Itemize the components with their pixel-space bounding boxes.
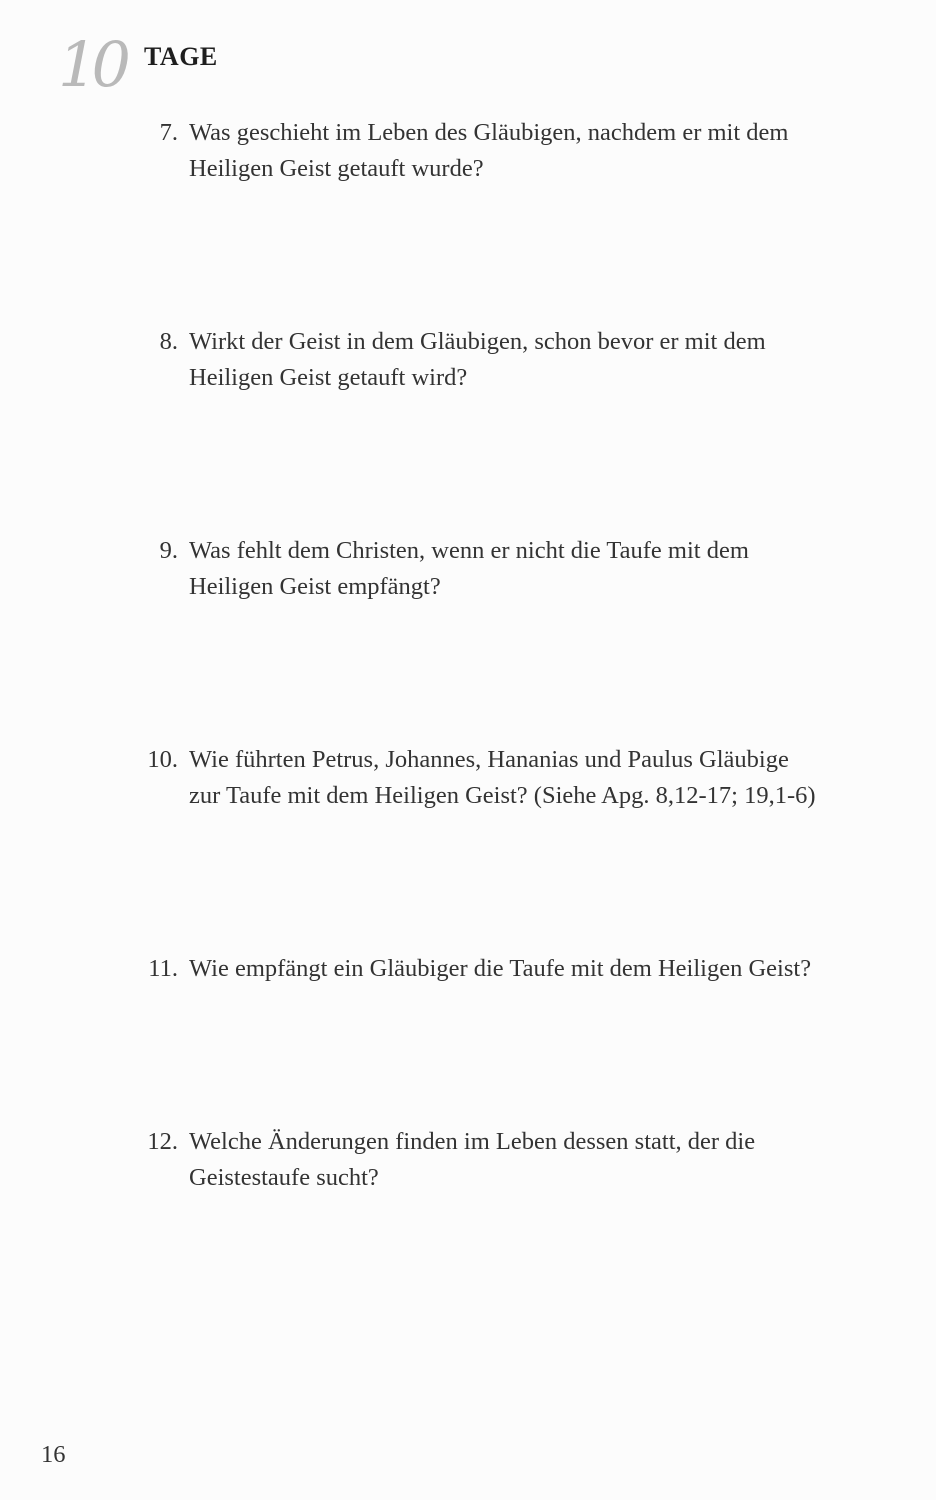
question-text xyxy=(189,742,889,814)
question-line: Welche Änderungen finden im Leben dessen statt, der die xyxy=(189,1128,756,1155)
question-text xyxy=(189,533,889,605)
question-number: 7. xyxy=(159,119,178,146)
question-text xyxy=(189,115,889,187)
question-line: Heiligen Geist getauft wird? xyxy=(189,364,468,391)
question-number: 8. xyxy=(159,328,178,355)
question-line: Wie empfängt ein Gläubiger die Taufe mit dem Heiligen Geist? xyxy=(189,955,812,982)
question-line: Wie führten Petrus, Johannes, Hananias und Paulus Gläubige xyxy=(189,746,789,773)
question-line: Heiligen Geist getauft wurde? xyxy=(189,155,484,182)
question-number: 11. xyxy=(148,955,178,982)
header-numeral: 10 xyxy=(58,28,125,101)
question-number: 12. xyxy=(147,1128,178,1155)
header-title: TAGE xyxy=(144,42,218,71)
question-line: zur Taufe mit dem Heiligen Geist? (Siehe Apg. 8,12-17; 19,1-6) xyxy=(189,782,816,809)
question-line: Was fehlt dem Christen, wenn er nicht die Taufe mit dem xyxy=(189,537,749,564)
question-number: 9. xyxy=(159,537,178,564)
question-line: Geistestaufe sucht? xyxy=(189,1164,379,1191)
chapter-header xyxy=(58,28,278,102)
question-text xyxy=(189,324,889,396)
page-number: 16 xyxy=(41,1441,66,1468)
question-line: Heiligen Geist empfängt? xyxy=(189,573,441,600)
question-number: 10. xyxy=(147,746,178,773)
question-line: Was geschieht im Leben des Gläubigen, nachdem er mit dem xyxy=(189,119,789,146)
question-text xyxy=(189,951,889,987)
question-text xyxy=(189,1124,889,1196)
question-line: Wirkt der Geist in dem Gläubigen, schon bevor er mit dem xyxy=(189,328,766,355)
